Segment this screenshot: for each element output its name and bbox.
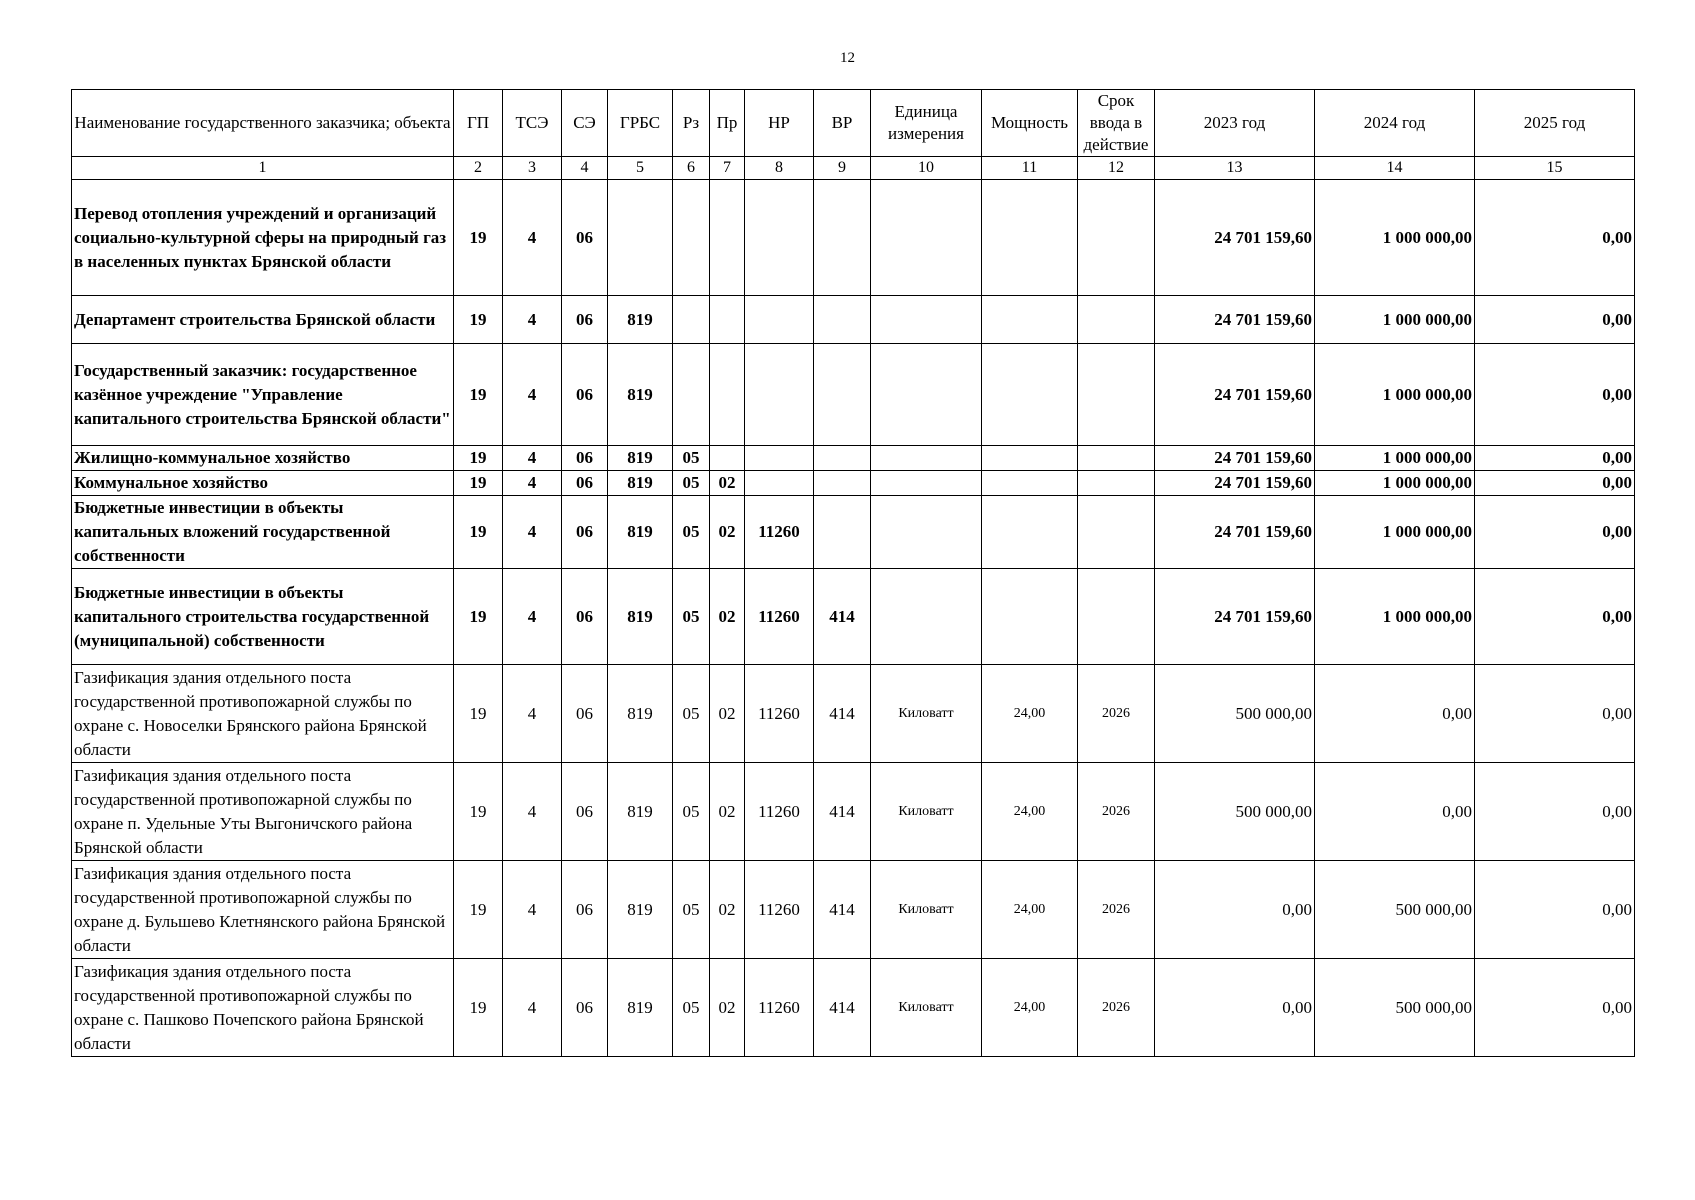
- cell-object-name: Перевод отопления учреждений и организаций социально-культурной сферы на природный газ в населенных пунктах Брянской области: [72, 180, 454, 296]
- cell-nr: 11260: [745, 861, 814, 959]
- cell-commission-date: 2026: [1078, 861, 1155, 959]
- cell-vr: [814, 344, 871, 446]
- cell-commission-date: [1078, 296, 1155, 344]
- cell-se: 06: [562, 296, 608, 344]
- cell-tse: 4: [503, 296, 562, 344]
- table-row: [72, 665, 1635, 763]
- cell-rz: 05: [673, 496, 710, 569]
- cell-vr: [814, 180, 871, 296]
- header-grbs: ГРБС: [608, 90, 673, 157]
- column-number: 5: [608, 157, 673, 180]
- cell-rz: [673, 344, 710, 446]
- cell-capacity: 24,00: [982, 861, 1078, 959]
- cell-pr: [710, 446, 745, 471]
- cell-vr: 414: [814, 959, 871, 1057]
- table-row: [72, 344, 1635, 446]
- cell-amount-2023: 24 701 159,60: [1155, 296, 1315, 344]
- cell-commission-date: [1078, 496, 1155, 569]
- cell-capacity: [982, 446, 1078, 471]
- cell-grbs: 819: [608, 861, 673, 959]
- cell-tse: 4: [503, 180, 562, 296]
- cell-gp: 19: [454, 569, 503, 665]
- cell-grbs: [608, 180, 673, 296]
- cell-amount-2024: 0,00: [1315, 763, 1475, 861]
- cell-commission-date: [1078, 180, 1155, 296]
- cell-se: 06: [562, 665, 608, 763]
- cell-se: 06: [562, 180, 608, 296]
- cell-capacity: 24,00: [982, 665, 1078, 763]
- cell-pr: [710, 296, 745, 344]
- table-row: [72, 296, 1635, 344]
- cell-pr: 02: [710, 471, 745, 496]
- cell-se: 06: [562, 471, 608, 496]
- cell-amount-2023: 24 701 159,60: [1155, 446, 1315, 471]
- cell-gp: 19: [454, 665, 503, 763]
- table-row: [72, 861, 1635, 959]
- column-number: 14: [1315, 157, 1475, 180]
- cell-object-name: Государственный заказчик: государственное казённое учреждение "Управление капитального строительства Брянской области": [72, 344, 454, 446]
- cell-vr: 414: [814, 861, 871, 959]
- investment-table: [71, 89, 1635, 1057]
- column-number: 9: [814, 157, 871, 180]
- header-tse: ТСЭ: [503, 90, 562, 157]
- cell-nr: [745, 344, 814, 446]
- cell-rz: 05: [673, 446, 710, 471]
- header-rz: Рз: [673, 90, 710, 157]
- cell-pr: 02: [710, 569, 745, 665]
- column-number: 6: [673, 157, 710, 180]
- cell-pr: [710, 180, 745, 296]
- cell-rz: [673, 296, 710, 344]
- cell-vr: 414: [814, 665, 871, 763]
- cell-capacity: [982, 496, 1078, 569]
- cell-rz: 05: [673, 959, 710, 1057]
- page-number: 12: [840, 50, 855, 66]
- header-nr: НР: [745, 90, 814, 157]
- cell-gp: 19: [454, 344, 503, 446]
- cell-amount-2024: 1 000 000,00: [1315, 496, 1475, 569]
- header-2023: 2023 год: [1155, 90, 1315, 157]
- cell-pr: 02: [710, 665, 745, 763]
- column-number: 11: [982, 157, 1078, 180]
- column-number: 13: [1155, 157, 1315, 180]
- cell-capacity: [982, 471, 1078, 496]
- cell-object-name: Жилищно-коммунальное хозяйство: [72, 446, 454, 471]
- cell-tse: 4: [503, 861, 562, 959]
- cell-object-name: Бюджетные инвестиции в объекты капитальных вложений государственной собственности: [72, 496, 454, 569]
- cell-unit: [871, 296, 982, 344]
- cell-unit: Киловатт: [871, 959, 982, 1057]
- cell-amount-2025: 0,00: [1475, 959, 1635, 1057]
- cell-se: 06: [562, 446, 608, 471]
- column-number: 10: [871, 157, 982, 180]
- cell-commission-date: 2026: [1078, 959, 1155, 1057]
- cell-vr: [814, 446, 871, 471]
- cell-se: 06: [562, 496, 608, 569]
- cell-amount-2025: 0,00: [1475, 446, 1635, 471]
- table-row: [72, 959, 1635, 1057]
- cell-amount-2023: 24 701 159,60: [1155, 344, 1315, 446]
- cell-nr: 11260: [745, 496, 814, 569]
- cell-tse: 4: [503, 665, 562, 763]
- column-number: 2: [454, 157, 503, 180]
- cell-amount-2024: 500 000,00: [1315, 959, 1475, 1057]
- cell-amount-2023: 500 000,00: [1155, 665, 1315, 763]
- header-pr: Пр: [710, 90, 745, 157]
- cell-object-name: Газификация здания отдельного поста государственной противопожарной службы по охране п. Удельные Уты Выгоничского района Брянской области: [72, 763, 454, 861]
- cell-tse: 4: [503, 496, 562, 569]
- cell-rz: 05: [673, 861, 710, 959]
- cell-unit: [871, 344, 982, 446]
- cell-rz: 05: [673, 665, 710, 763]
- cell-rz: [673, 180, 710, 296]
- cell-commission-date: [1078, 569, 1155, 665]
- cell-pr: 02: [710, 496, 745, 569]
- cell-unit: [871, 496, 982, 569]
- cell-capacity: [982, 296, 1078, 344]
- header-se: СЭ: [562, 90, 608, 157]
- cell-amount-2024: 500 000,00: [1315, 861, 1475, 959]
- cell-amount-2025: 0,00: [1475, 861, 1635, 959]
- cell-pr: 02: [710, 959, 745, 1057]
- cell-vr: 414: [814, 763, 871, 861]
- cell-commission-date: 2026: [1078, 763, 1155, 861]
- cell-amount-2025: 0,00: [1475, 496, 1635, 569]
- cell-unit: [871, 471, 982, 496]
- cell-se: 06: [562, 344, 608, 446]
- cell-pr: [710, 344, 745, 446]
- cell-capacity: 24,00: [982, 959, 1078, 1057]
- cell-nr: 11260: [745, 569, 814, 665]
- cell-amount-2025: 0,00: [1475, 296, 1635, 344]
- column-number: 15: [1475, 157, 1635, 180]
- column-number: 4: [562, 157, 608, 180]
- cell-amount-2023: 24 701 159,60: [1155, 180, 1315, 296]
- cell-amount-2023: 24 701 159,60: [1155, 471, 1315, 496]
- cell-grbs: 819: [608, 446, 673, 471]
- cell-amount-2023: 500 000,00: [1155, 763, 1315, 861]
- cell-tse: 4: [503, 471, 562, 496]
- cell-unit: Киловатт: [871, 763, 982, 861]
- cell-gp: 19: [454, 471, 503, 496]
- table-row: [72, 496, 1635, 569]
- header-capacity: Мощность: [982, 90, 1078, 157]
- cell-amount-2024: 1 000 000,00: [1315, 446, 1475, 471]
- cell-amount-2024: 1 000 000,00: [1315, 180, 1475, 296]
- cell-amount-2023: 24 701 159,60: [1155, 496, 1315, 569]
- cell-unit: [871, 180, 982, 296]
- column-number-row: [72, 157, 1635, 180]
- cell-gp: 19: [454, 296, 503, 344]
- cell-nr: 11260: [745, 959, 814, 1057]
- cell-pr: 02: [710, 861, 745, 959]
- cell-nr: [745, 446, 814, 471]
- header-name: Наименование государственного заказчика; объекта: [72, 90, 454, 157]
- cell-gp: 19: [454, 446, 503, 471]
- cell-amount-2025: 0,00: [1475, 180, 1635, 296]
- cell-amount-2023: 0,00: [1155, 861, 1315, 959]
- cell-rz: 05: [673, 569, 710, 665]
- cell-nr: [745, 180, 814, 296]
- table-row: [72, 446, 1635, 471]
- cell-gp: 19: [454, 763, 503, 861]
- cell-unit: [871, 569, 982, 665]
- cell-capacity: [982, 180, 1078, 296]
- cell-amount-2024: 1 000 000,00: [1315, 344, 1475, 446]
- cell-amount-2024: 1 000 000,00: [1315, 471, 1475, 496]
- cell-tse: 4: [503, 763, 562, 861]
- cell-object-name: Департамент строительства Брянской области: [72, 296, 454, 344]
- header-2024: 2024 год: [1315, 90, 1475, 157]
- cell-capacity: [982, 344, 1078, 446]
- cell-tse: 4: [503, 446, 562, 471]
- cell-object-name: Бюджетные инвестиции в объекты капитального строительства государственной (муниципальной) собственности: [72, 569, 454, 665]
- cell-amount-2023: 0,00: [1155, 959, 1315, 1057]
- cell-object-name: Газификация здания отдельного поста государственной противопожарной службы по охране с. Новоселки Брянского района Брянской области: [72, 665, 454, 763]
- header-gp: ГП: [454, 90, 503, 157]
- cell-grbs: 819: [608, 296, 673, 344]
- cell-grbs: 819: [608, 665, 673, 763]
- cell-vr: [814, 496, 871, 569]
- cell-unit: Киловатт: [871, 861, 982, 959]
- column-number: 12: [1078, 157, 1155, 180]
- column-number: 7: [710, 157, 745, 180]
- cell-se: 06: [562, 569, 608, 665]
- cell-amount-2025: 0,00: [1475, 665, 1635, 763]
- cell-amount-2025: 0,00: [1475, 471, 1635, 496]
- cell-commission-date: [1078, 446, 1155, 471]
- table-row: [72, 471, 1635, 496]
- table-body: [72, 180, 1635, 1057]
- cell-nr: 11260: [745, 763, 814, 861]
- cell-amount-2024: 1 000 000,00: [1315, 296, 1475, 344]
- cell-object-name: Газификация здания отдельного поста государственной противопожарной службы по охране с. Пашково Почепского района Брянской области: [72, 959, 454, 1057]
- cell-nr: [745, 471, 814, 496]
- cell-tse: 4: [503, 344, 562, 446]
- table-row: [72, 763, 1635, 861]
- cell-nr: [745, 296, 814, 344]
- cell-amount-2025: 0,00: [1475, 344, 1635, 446]
- cell-grbs: 819: [608, 344, 673, 446]
- cell-gp: 19: [454, 496, 503, 569]
- cell-commission-date: 2026: [1078, 665, 1155, 763]
- cell-vr: [814, 296, 871, 344]
- cell-rz: 05: [673, 763, 710, 861]
- table-row: [72, 569, 1635, 665]
- cell-vr: 414: [814, 569, 871, 665]
- cell-vr: [814, 471, 871, 496]
- cell-tse: 4: [503, 959, 562, 1057]
- cell-grbs: 819: [608, 569, 673, 665]
- cell-unit: Киловатт: [871, 665, 982, 763]
- cell-se: 06: [562, 763, 608, 861]
- cell-grbs: 819: [608, 763, 673, 861]
- cell-object-name: Коммунальное хозяйство: [72, 471, 454, 496]
- cell-commission-date: [1078, 344, 1155, 446]
- cell-tse: 4: [503, 569, 562, 665]
- cell-grbs: 819: [608, 959, 673, 1057]
- cell-nr: 11260: [745, 665, 814, 763]
- cell-commission-date: [1078, 471, 1155, 496]
- column-number: 1: [72, 157, 454, 180]
- cell-grbs: 819: [608, 496, 673, 569]
- cell-amount-2023: 24 701 159,60: [1155, 569, 1315, 665]
- cell-gp: 19: [454, 861, 503, 959]
- header-commission-date: Срок ввода в действие: [1078, 90, 1155, 157]
- cell-unit: [871, 446, 982, 471]
- cell-gp: 19: [454, 959, 503, 1057]
- header-unit: Единица измерения: [871, 90, 982, 157]
- table-header-row: [72, 90, 1635, 157]
- header-vr: ВР: [814, 90, 871, 157]
- cell-capacity: [982, 569, 1078, 665]
- cell-rz: 05: [673, 471, 710, 496]
- column-number: 8: [745, 157, 814, 180]
- cell-amount-2025: 0,00: [1475, 763, 1635, 861]
- header-2025: 2025 год: [1475, 90, 1635, 157]
- table-row: [72, 180, 1635, 296]
- cell-capacity: 24,00: [982, 763, 1078, 861]
- cell-pr: 02: [710, 763, 745, 861]
- cell-grbs: 819: [608, 471, 673, 496]
- cell-se: 06: [562, 959, 608, 1057]
- cell-se: 06: [562, 861, 608, 959]
- cell-gp: 19: [454, 180, 503, 296]
- cell-amount-2024: 0,00: [1315, 665, 1475, 763]
- cell-amount-2025: 0,00: [1475, 569, 1635, 665]
- column-number: 3: [503, 157, 562, 180]
- cell-amount-2024: 1 000 000,00: [1315, 569, 1475, 665]
- cell-object-name: Газификация здания отдельного поста государственной противопожарной службы по охране д. Бульшево Клетнянского района Брянской области: [72, 861, 454, 959]
